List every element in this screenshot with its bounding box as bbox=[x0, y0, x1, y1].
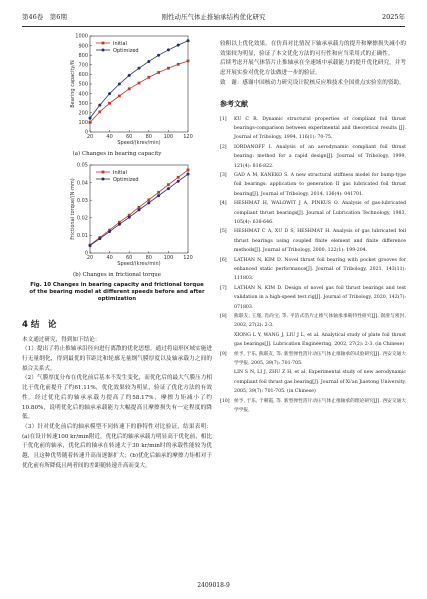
data-point bbox=[138, 208, 141, 211]
data-point bbox=[128, 74, 131, 77]
x-tick-label: 80 bbox=[145, 255, 152, 261]
data-point bbox=[157, 194, 160, 197]
series-line bbox=[90, 61, 188, 122]
conclusion-paragraph: 本文通过研究，得到如下结论： bbox=[22, 336, 101, 343]
x-tick-label: 20 bbox=[86, 255, 94, 261]
data-point bbox=[147, 198, 150, 201]
reference-number: [2] bbox=[220, 144, 227, 150]
reference-item bbox=[220, 284, 406, 312]
data-point bbox=[138, 206, 141, 209]
reference-item bbox=[220, 115, 406, 143]
data-point bbox=[118, 83, 121, 86]
data-point bbox=[177, 63, 180, 66]
conclusion-paragraph: （3）针对优化前后的轴承模型不同转速下的静特性对比验证，结果表明：(a)在设计转速100 kr/min附近，优化后的轴承承载力明显高于优化前，相比于优化前的轴承，优化后的轴承在转速大于30 kr/min时的承载性能较为优越，且这种优势随着转速升高而逐渐扩大；(b)优化后轴承的摩擦力矩相对于优化前有所降低且两者间的差距随转速升高而变大。 bbox=[22, 423, 212, 469]
reference-number: [4] bbox=[220, 201, 227, 207]
y-tick-label: 0.03 bbox=[76, 197, 88, 204]
reference-item bbox=[220, 171, 406, 199]
reference-item bbox=[220, 331, 406, 350]
x-axis-label: Speed/(krev/min) bbox=[117, 140, 161, 146]
right-column bbox=[220, 40, 406, 416]
data-point bbox=[187, 173, 190, 176]
running-title: 刚性动压气体止推轴承结构优化研究 bbox=[161, 13, 266, 21]
data-point bbox=[147, 201, 150, 204]
y-tick-label: 600 bbox=[78, 72, 88, 79]
reference-text: XIONG L Y, WANG J, LIU J L, et al. Analytical study of plate foil thrust gas bearings[J]. Lubrication Engineering, 2002, 27(2): 2-3. (in Chinese) bbox=[234, 332, 406, 348]
data-point bbox=[98, 110, 101, 113]
y-tick-label: 0.05 bbox=[76, 162, 88, 169]
reference-text: 熊联友, 王瑾, 肖尚宝, 等. 平箔式箔片止推气体轴承承载特性研究[J]. 润滑与密封, 2002, 27(2): 2-3. bbox=[234, 314, 406, 329]
reference-text: LATHAN N, KIM D. Novel thrust foil bearing with pocket grooves for enhanced static performance[J]. Journal of Tribology, 2021, 143(11): 111803. bbox=[234, 257, 406, 282]
reference-item bbox=[220, 397, 406, 416]
conclusion-paragraph: （1）提出了将止推轴承沿径向进行离散的优化思想。通过将扇形区域实施进行无量纲化，得到最优的节距比和轮廓无量纲气膜厚度以及轴承载力之间的拟合关系式。 bbox=[22, 346, 212, 372]
reference-number: [5] bbox=[220, 229, 227, 235]
y-tick-label: 0 bbox=[84, 129, 88, 136]
y-tick-label: 200 bbox=[78, 110, 88, 117]
data-point bbox=[147, 76, 150, 79]
reference-text: HESHMAT H, WALOWIT J A, PINKUS O. Analysis of gas-lubricated compliant thrust bearings[J]. Journal of Lubrication Technology, 1983, 105(4): 638-646. bbox=[234, 201, 406, 225]
section-heading: 4 结 论 bbox=[22, 319, 57, 330]
series-line bbox=[90, 41, 188, 118]
y-axis-label: Frictional torque/(N·mm) bbox=[70, 178, 76, 240]
reference-text: HESHMAT C A, XU D S, HESHMAT H. Analysis of gas lubricated foil thrust bearings using coupled finite element and finite difference methods[J]. Journal of Tribology, 2000, 122(1): 199-204. bbox=[234, 229, 406, 254]
y-tick-label: 0 bbox=[84, 250, 88, 257]
data-point bbox=[108, 92, 111, 95]
x-tick-label: 60 bbox=[126, 255, 133, 261]
reference-item bbox=[220, 256, 406, 284]
body-paragraph: 后续考虑开展气体箔片止推轴承在全速域中承载能力的提升优化研究，并考虑开展实验对优化方法做进一步的验证。 bbox=[220, 60, 406, 77]
data-point bbox=[128, 87, 131, 90]
subfigure-caption-a: (a) Changes in bearing capacity bbox=[72, 151, 162, 157]
reference-text: 侯予, 于乐, 熊联友, 等. 新型弹性箔片动压气体止推轴承的试验研究[J]. 西安交通大学学报, 2005, 39(7): 701-705. bbox=[234, 351, 406, 367]
data-point bbox=[108, 102, 111, 105]
year: 2025年 bbox=[381, 13, 405, 21]
reference-number: [7] bbox=[220, 285, 227, 291]
data-point bbox=[108, 230, 111, 233]
y-tick-label: 700 bbox=[78, 62, 88, 69]
reference-text: LATHAN N, KIM D. Design of novel gas foil thrust bearings and test validation in a high-speed test rig[J]. Journal of Tribology, 2020, 142(7): 071803. bbox=[234, 285, 406, 310]
y-tick-label: 100 bbox=[78, 120, 88, 127]
reference-number: [8] bbox=[220, 314, 227, 320]
legend-marker bbox=[102, 171, 105, 174]
x-axis-label: Speed/(krev/min) bbox=[117, 261, 161, 267]
reference-number: [9] bbox=[220, 351, 227, 357]
data-point bbox=[187, 60, 190, 63]
x-tick-label: 100 bbox=[163, 134, 174, 140]
data-point bbox=[157, 54, 160, 57]
x-tick-label: 80 bbox=[145, 134, 152, 140]
frictional-torque-chart bbox=[22, 161, 212, 271]
data-point bbox=[98, 104, 101, 107]
y-tick-label: 900 bbox=[78, 43, 88, 50]
reference-number: [10] bbox=[220, 398, 230, 404]
reference-list bbox=[220, 115, 406, 416]
y-tick-label: 0.04 bbox=[76, 180, 88, 187]
reference-number: [1] bbox=[220, 116, 227, 122]
y-tick-label: 1000 bbox=[75, 33, 88, 40]
data-point bbox=[187, 169, 190, 172]
data-point bbox=[157, 71, 160, 74]
data-point bbox=[167, 183, 170, 186]
legend-label: Optimized bbox=[113, 176, 139, 183]
y-tick-label: 0.02 bbox=[76, 215, 88, 222]
x-tick-label: 40 bbox=[106, 134, 113, 140]
x-tick-label: 40 bbox=[106, 255, 113, 261]
data-point bbox=[128, 216, 131, 219]
data-point bbox=[187, 39, 190, 42]
data-point bbox=[167, 187, 170, 190]
header-rule bbox=[22, 26, 405, 27]
subfigure-caption-b: (b) Changes in frictional torque bbox=[72, 272, 162, 278]
data-point bbox=[98, 237, 101, 240]
reference-item bbox=[220, 143, 406, 171]
reference-item bbox=[220, 368, 406, 396]
data-point bbox=[167, 67, 170, 70]
volume-issue: 第46卷 第6期 bbox=[22, 13, 67, 21]
data-point bbox=[177, 180, 180, 183]
acknowledgement: 致 谢：感谢中国核动力研究设计院核反应堆技术全国重点实验室的资助。 bbox=[220, 79, 405, 86]
data-point bbox=[138, 67, 141, 70]
conclusion-paragraph: （2）气膜厚度分布在优化前后基本不发生变化，而优化后的最大气膜压力相比于优化前提升了约61.11%，优化效果较为明显，验证了优化方法的有效性。经过优化后的轴承承载力提高了约58.17%，摩擦力矩减小了约10.80%，说明优化后的轴承承载能力大幅提高且摩擦损失有一定程度的降低。 bbox=[22, 375, 212, 421]
reference-text: IORDANOFF I. Analysis of an aerodynamic compliant foil thrust bearing: method for a rapid design[J]. Journal of Tribology, 1999, 121(4): 816-822. bbox=[234, 144, 406, 169]
reference-item bbox=[220, 350, 406, 369]
legend-label: Initial bbox=[113, 40, 127, 47]
reference-text: GAD A M, KANEKO S. A new structural stiffness model for bump-type foil bearings: application to generation II gas lubricated foil thrust bearing[J]. Journal of Tribology, 2014, 136(4): 041701. bbox=[234, 172, 406, 197]
figure-caption: Fig. 10 Changes in bearing capacity and frictional torque of the bearing model at different speeds before and after optimization bbox=[29, 282, 205, 303]
y-tick-label: 0.01 bbox=[76, 233, 88, 240]
y-tick-label: 800 bbox=[78, 52, 88, 59]
y-axis-label: Bearing capacity/N bbox=[70, 60, 76, 108]
legend-label: Initial bbox=[113, 169, 127, 176]
data-point bbox=[118, 223, 121, 226]
reference-number: [3] bbox=[220, 172, 227, 178]
reference-number: [6] bbox=[220, 257, 227, 263]
reference-item bbox=[220, 312, 406, 331]
data-point bbox=[89, 121, 92, 124]
x-tick-label: 100 bbox=[163, 255, 174, 261]
x-tick-label: 120 bbox=[183, 255, 193, 261]
reference-text: LIN S N, LI J, ZHU Z H, et al. Experimental study of new aerodynamic compliant foil thrust gas bearing[J]. Journal of Xi'an Jiaotong University, 2005, 39(7): 701-705. (in Chinese) bbox=[234, 370, 406, 395]
legend-marker bbox=[102, 42, 105, 45]
data-point bbox=[177, 176, 180, 179]
page-number: 2409018-9 bbox=[197, 582, 230, 589]
body-paragraph: 较粗以上优化效果，在仿真对比情况下轴承承载力的提升和摩擦损失减小的效果较为明显，验证了本文优化方法的可行性和应当采用式的正确性。 bbox=[220, 41, 406, 57]
y-tick-label: 500 bbox=[78, 81, 88, 88]
y-tick-label: 300 bbox=[78, 100, 88, 107]
reference-text: 侯予, 于乐, 于朝霞, 等. 新型弹性箔片动压气体止推轴承的理论研究[J]. 西安交通大学学报, bbox=[234, 398, 406, 414]
reference-text: KU C R. Dynamic structural properties of compliant foil thrust bearings-comparison between experimental and theoretical results [J]. Journal of Tribology, 1994, 116(1): 70-75. bbox=[234, 116, 406, 141]
reference-number bbox=[220, 368, 234, 396]
x-tick-label: 20 bbox=[86, 134, 94, 140]
data-point bbox=[118, 95, 121, 98]
legend-marker bbox=[102, 49, 105, 52]
data-point bbox=[167, 48, 170, 51]
x-tick-label: 120 bbox=[183, 134, 193, 140]
bearing-capacity-chart bbox=[22, 32, 212, 150]
legend-label: Optimized bbox=[113, 47, 139, 54]
references-heading: 参考文献 bbox=[220, 99, 248, 108]
y-tick-label: 400 bbox=[78, 91, 88, 98]
reference-item bbox=[220, 199, 406, 227]
data-point bbox=[147, 60, 150, 63]
reference-number bbox=[220, 331, 234, 350]
data-point bbox=[89, 244, 92, 247]
left-column bbox=[22, 32, 212, 471]
legend-marker bbox=[102, 178, 105, 181]
data-point bbox=[89, 117, 92, 120]
x-tick-label: 60 bbox=[126, 134, 133, 140]
data-point bbox=[157, 191, 160, 194]
data-point bbox=[138, 82, 141, 85]
data-point bbox=[177, 44, 180, 47]
reference-item bbox=[220, 227, 406, 255]
